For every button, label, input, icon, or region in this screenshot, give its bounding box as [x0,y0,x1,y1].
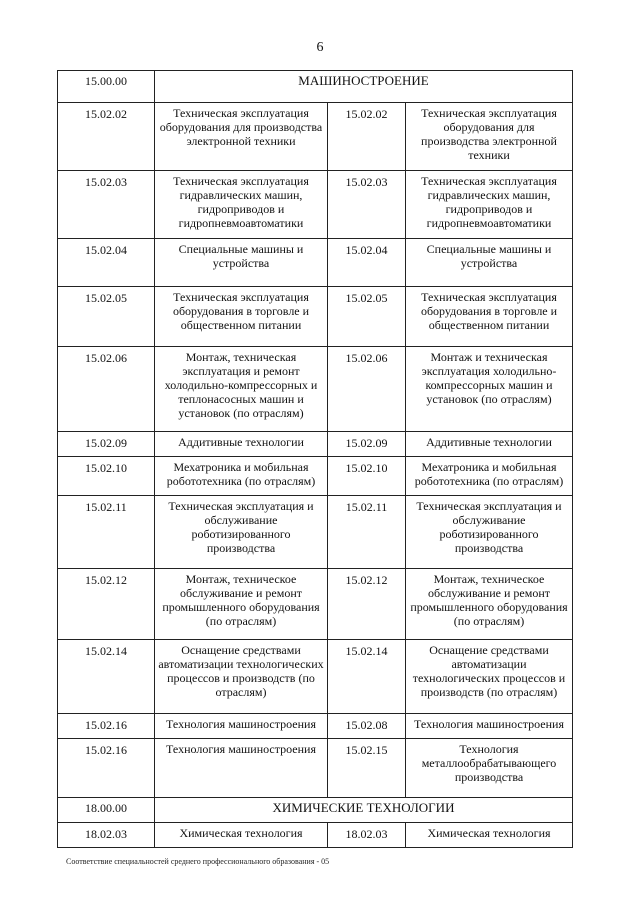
specialty-correspondence-table [57,70,573,848]
specialty-name-right: Технология машиностроения [406,714,573,739]
specialty-code-left: 15.02.06 [58,347,155,432]
table-row [58,103,573,171]
footer-note: Соответствие специальностей среднего профессионального образования - 05 [66,857,330,866]
specialty-name-left: Химическая технология [155,823,328,848]
section-row [58,798,573,823]
specialty-code-left: 15.02.09 [58,432,155,457]
specialty-name-right: Монтаж и техническая эксплуатация холодильно-компрессорных машин и установок (по отраслям) [406,347,573,432]
specialty-code-right: 15.02.08 [328,714,406,739]
specialty-code-right: 15.02.05 [328,287,406,347]
table-row [58,714,573,739]
specialty-code-left: 15.02.12 [58,569,155,640]
specialty-code-right: 15.02.14 [328,640,406,714]
specialty-code-right: 15.02.10 [328,457,406,496]
specialty-name-right: Техническая эксплуатация и обслуживание роботизированного производства [406,496,573,569]
specialty-code-right: 15.02.02 [328,103,406,171]
table-row [58,496,573,569]
specialty-name-left: Аддитивные технологии [155,432,328,457]
specialty-code-left: 15.02.04 [58,239,155,287]
specialty-code-left: 18.02.03 [58,823,155,848]
specialty-code-left: 15.02.16 [58,714,155,739]
table-row [58,432,573,457]
specialty-name-right: Мехатроника и мобильная робототехника (по отраслям) [406,457,573,496]
specialty-name-right: Оснащение средствами автоматизации технологических процессов и производств (по отраслям) [406,640,573,714]
specialty-code-right: 15.02.03 [328,171,406,239]
specialty-name-right: Технология металлообрабатывающего производства [406,739,573,798]
specialty-code-left: 15.02.10 [58,457,155,496]
specialty-code-right: 15.02.15 [328,739,406,798]
specialty-name-left: Технология машиностроения [155,739,328,798]
specialty-code-right: 15.02.12 [328,569,406,640]
specialty-name-right: Техническая эксплуатация оборудования в торговле и общественном питании [406,287,573,347]
table-row [58,347,573,432]
table-row [58,569,573,640]
specialty-name-left: Техническая эксплуатация оборудования для производства электронной техники [155,103,328,171]
table-row [58,739,573,798]
specialty-name-right: Химическая технология [406,823,573,848]
specialty-code-left: 15.02.14 [58,640,155,714]
specialty-code-right: 18.02.03 [328,823,406,848]
specialty-code-left: 15.02.16 [58,739,155,798]
table-row [58,171,573,239]
table-body [58,71,573,848]
table-row [58,239,573,287]
specialty-code-right: 15.02.06 [328,347,406,432]
specialty-code-left: 15.02.03 [58,171,155,239]
table-row [58,457,573,496]
table-row [58,640,573,714]
specialty-name-right: Аддитивные технологии [406,432,573,457]
table-row [58,823,573,848]
specialty-code-left: 15.02.11 [58,496,155,569]
specialty-name-right: Техническая эксплуатация гидравлических машин, гидроприводов и гидропневмоавтоматики [406,171,573,239]
specialty-name-left: Специальные машины и устройства [155,239,328,287]
section-title: МАШИНОСТРОЕНИЕ [155,71,573,103]
specialty-name-left: Монтаж, техническая эксплуатация и ремонт холодильно-компрессорных и теплонасосных машин и установок (по отраслям) [155,347,328,432]
specialty-code-left: 15.02.02 [58,103,155,171]
table-row [58,287,573,347]
specialty-name-left: Техническая эксплуатация гидравлических машин, гидроприводов и гидропневмоавтоматики [155,171,328,239]
specialty-code-right: 15.02.11 [328,496,406,569]
specialty-name-right: Техническая эксплуатация оборудования для производства электронной техники [406,103,573,171]
section-title: ХИМИЧЕСКИЕ ТЕХНОЛОГИИ [155,798,573,823]
specialty-name-left: Техническая эксплуатация и обслуживание роботизированного производства [155,496,328,569]
specialty-name-left: Техническая эксплуатация оборудования в торговле и общественном питании [155,287,328,347]
specialty-code-left: 15.02.05 [58,287,155,347]
specialty-name-left: Оснащение средствами автоматизации технологических процессов и производств (по отраслям) [155,640,328,714]
specialty-name-right: Специальные машины и устройства [406,239,573,287]
section-row [58,71,573,103]
section-code: 15.00.00 [58,71,155,103]
section-code: 18.00.00 [58,798,155,823]
specialty-name-left: Технология машиностроения [155,714,328,739]
specialty-name-left: Мехатроника и мобильная робототехника (по отраслям) [155,457,328,496]
specialty-code-right: 15.02.04 [328,239,406,287]
specialty-code-right: 15.02.09 [328,432,406,457]
specialty-name-right: Монтаж, техническое обслуживание и ремонт промышленного оборудования (по отраслям) [406,569,573,640]
specialty-name-left: Монтаж, техническое обслуживание и ремонт промышленного оборудования (по отраслям) [155,569,328,640]
page-number: 6 [316,40,324,55]
